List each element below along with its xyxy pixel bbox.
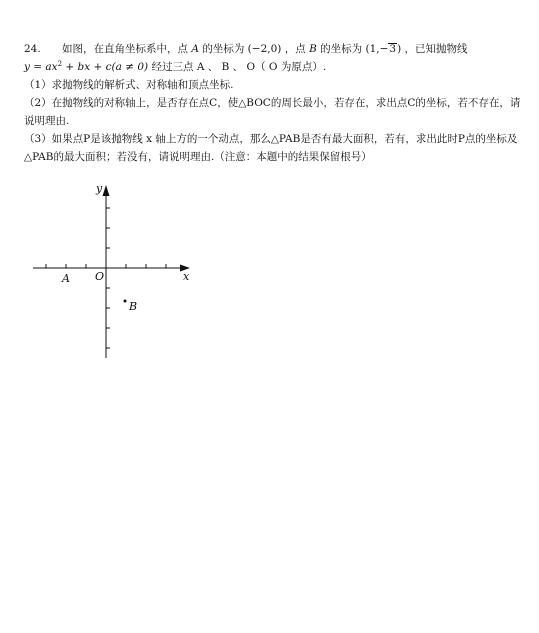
equation-exponent: 2 [57,60,63,68]
question-3: （3）如果点P是该抛物线 x 轴上方的一个动点，那么△PAB是否有最大面积，若有，求出此时P点的坐标及△PAB的最大面积；若没有，请说明理由.（注意：本题中的结果保留根号） [24,133,518,163]
coord-a: (−2,0) [247,43,282,55]
x-axis-label: x [183,270,190,283]
question-1: （1）求抛物线的解析式、对称轴和顶点坐标. [24,79,234,91]
question-2: （2）在抛物线的对称轴上，是否存在点C，使△BOC的周长最小，若存在，求出点C的坐标，若不存在，请说明理由. [24,97,521,127]
equation-ax: ax [45,61,58,73]
point-b-dot [124,300,127,303]
equation-rest: + bx + c(a ≠ 0) [62,61,149,73]
y-ticks [106,208,110,348]
intro-text-f: 经过三点 A 、 B 、 O（ O 为原点）. [151,61,327,73]
intro-text-a: 如图，在直角坐标系中，点 [62,43,189,55]
y-axis-arrow [103,185,110,196]
problem-number: 24. [24,43,41,55]
coord-b-prefix: (1,− [365,43,389,55]
point-b-text: B [309,43,317,55]
coord-b-root: 3 [389,43,397,55]
coord-b-suffix: ) [397,43,402,55]
intro-text-e: ，已知抛物线 [404,43,468,55]
equation-y: y [24,61,30,73]
origin-label: O [95,270,105,283]
point-a-text: A [191,43,199,55]
intro-text-b: 的坐标为 [202,43,245,55]
intro-text-c: ，点 [284,43,306,55]
point-b-label: B [129,300,138,313]
intro-text-d: 的坐标为 [320,43,363,55]
point-a-label: A [62,272,70,285]
y-axis-label: y [96,182,103,195]
equation-equals: = [29,61,46,73]
